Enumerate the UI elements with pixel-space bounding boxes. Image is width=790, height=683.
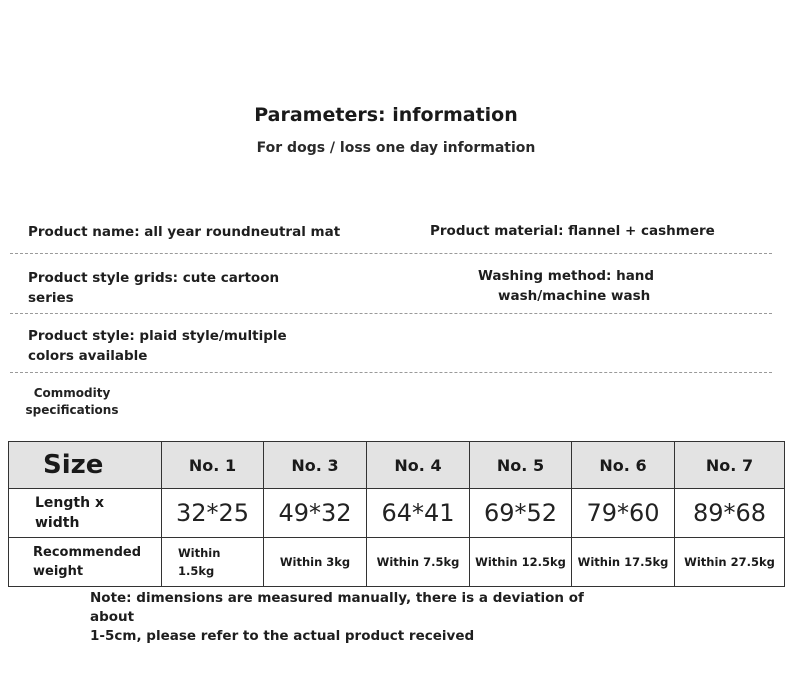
col-header: No. 1 xyxy=(162,442,264,489)
product-material: Product material: flannel + cashmere xyxy=(430,223,715,239)
dim-cell: 89*68 xyxy=(675,489,785,538)
size-table xyxy=(8,441,785,587)
weight-label xyxy=(9,538,162,587)
weight-cell: Within 27.5kg xyxy=(675,538,785,587)
divider xyxy=(10,372,772,373)
col-header: No. 6 xyxy=(572,442,675,489)
col-header: No. 4 xyxy=(367,442,470,489)
weight-first-line1: Within xyxy=(178,546,221,560)
commodity-specifications xyxy=(22,385,122,419)
product-name: Product name: all year roundneutral mat xyxy=(28,224,341,240)
table-row xyxy=(9,489,785,538)
note-line1: Note: dimensions are measured manually, there is a deviation of about xyxy=(90,590,584,625)
weight-cell: Within 7.5kg xyxy=(367,538,470,587)
dim-cell: 64*41 xyxy=(367,489,470,538)
size-header: Size xyxy=(9,442,162,489)
col-header: No. 3 xyxy=(264,442,367,489)
dims-label-line2: width xyxy=(35,515,80,531)
page-subtitle: For dogs / loss one day information xyxy=(256,140,536,156)
style-line2: colors available xyxy=(28,348,148,364)
col-header: No. 5 xyxy=(470,442,572,489)
spec-line2: specifications xyxy=(25,403,119,417)
divider xyxy=(10,313,772,314)
weight-label-line1: Recommended xyxy=(33,545,142,560)
product-style xyxy=(28,326,287,366)
weight-cell: Within 17.5kg xyxy=(572,538,675,587)
col-header: No. 7 xyxy=(675,442,785,489)
note-line2: 1-5cm, please refer to the actual product received xyxy=(90,628,475,644)
measurement-note xyxy=(90,589,610,646)
washing-line1: Washing method: hand xyxy=(478,268,655,284)
dim-cell: 49*32 xyxy=(264,489,367,538)
dims-label-line1: Length x xyxy=(35,495,104,511)
table-row xyxy=(9,538,785,587)
dims-label xyxy=(9,489,162,538)
weight-first-line2: 1.5kg xyxy=(178,564,215,578)
style-grids-line2: series xyxy=(28,290,74,306)
dim-cell: 69*52 xyxy=(470,489,572,538)
product-style-grids xyxy=(28,268,279,308)
table-header-row xyxy=(9,442,785,489)
weight-cell: Within 3kg xyxy=(264,538,367,587)
style-line1: Product style: plaid style/multiple xyxy=(28,328,287,344)
dim-cell: 79*60 xyxy=(572,489,675,538)
washing-method xyxy=(478,266,654,306)
dim-cell: 32*25 xyxy=(162,489,264,538)
weight-cell: Within 12.5kg xyxy=(470,538,572,587)
washing-line2: wash/machine wash xyxy=(498,288,651,304)
weight-cell xyxy=(162,538,264,587)
spec-line1: Commodity xyxy=(33,386,111,400)
weight-label-line2: weight xyxy=(33,564,84,579)
style-grids-line1: Product style grids: cute cartoon xyxy=(28,270,280,286)
page-title: Parameters: information xyxy=(254,104,518,126)
divider xyxy=(10,253,772,254)
